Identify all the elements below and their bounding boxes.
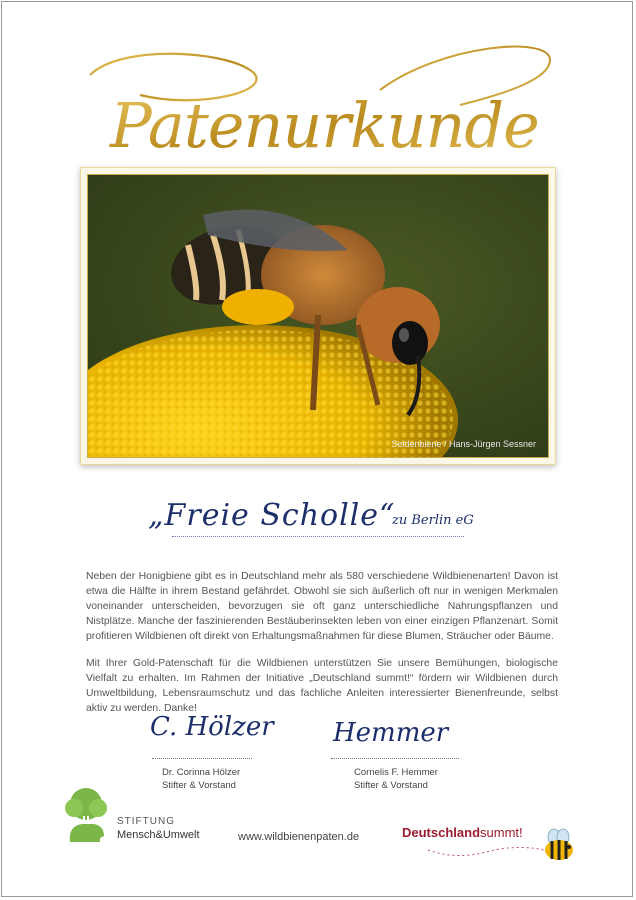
signature-hemmer: Hemmer <box>333 718 449 748</box>
initiative-logo-light: summt! <box>480 825 523 840</box>
foundation-label: STIFTUNG <box>117 816 175 827</box>
body-paragraph-2: Mit Ihrer Gold-Patenschaft für die Wildbienen unterstützen Sie unsere Bemühungen, biologische Vielfalt zu erhalten. Im Rahmen der Initiative „Deutschland summt!“ fördern wir Wildbienen durch Umweltbildung, Lebensraumschutz und das fachliche Anleiten interessierter Bienenfreunde, selbst aktiv zu werden. Danke! <box>86 658 558 714</box>
signer-2 <box>354 766 438 792</box>
signer-1-role: Stifter & Vorstand <box>162 780 236 791</box>
recipient-underline <box>172 536 464 537</box>
certificate-title <box>80 35 560 175</box>
signer-2-name: Cornelis F. Hemmer <box>354 767 438 778</box>
photo-frame <box>80 167 556 465</box>
bee-mascot-icon <box>542 828 576 862</box>
signature-line-1 <box>152 758 252 759</box>
flight-path-icon <box>426 842 546 858</box>
recipient-suffix: zu Berlin eG <box>392 513 474 528</box>
signer-1-name: Dr. Corinna Hölzer <box>162 767 241 778</box>
foundation-name: Mensch&Umwelt <box>117 829 200 841</box>
signer-2-role: Stifter & Vorstand <box>354 780 428 791</box>
recipient-name: „Freie Scholle“ <box>148 498 396 533</box>
body-paragraph-1: Neben der Honigbiene gibt es in Deutschland mehr als 580 verschiedene Wildbienenarten! Davon ist etwa die Hälfte in ihrem Bestand gefährdet. Obwohl sie sich äußerlich oft nur in wenigen Merkmalen voneinander unterscheiden, bevorzugen sie oft ganz unterschiedliche Nahrungspflanzen und Nistplätze. Manche der faszinierenden Bestäuberinsekten leben von einer einzigen Pflanzenart. Somit profitieren Wildbienen oft direkt von Erhaltungsmaßnahmen für diese Blumen, Sträucher oder Bäume. <box>86 571 558 642</box>
title-text: Patenurkunde <box>110 89 539 162</box>
bee-photo <box>87 174 549 458</box>
signature-hoelzer: C. Hölzer <box>150 712 274 742</box>
photo-credit: Seidenbiene / Hans-Jürgen Sessner <box>391 439 536 449</box>
tree-head-logo-icon <box>60 786 112 842</box>
signature-line-2 <box>331 758 459 759</box>
signer-1 <box>162 766 240 792</box>
website-link[interactable]: www.wildbienenpaten.de <box>238 831 360 843</box>
initiative-logo <box>402 825 523 840</box>
initiative-logo-bold: Deutschland <box>402 825 481 840</box>
